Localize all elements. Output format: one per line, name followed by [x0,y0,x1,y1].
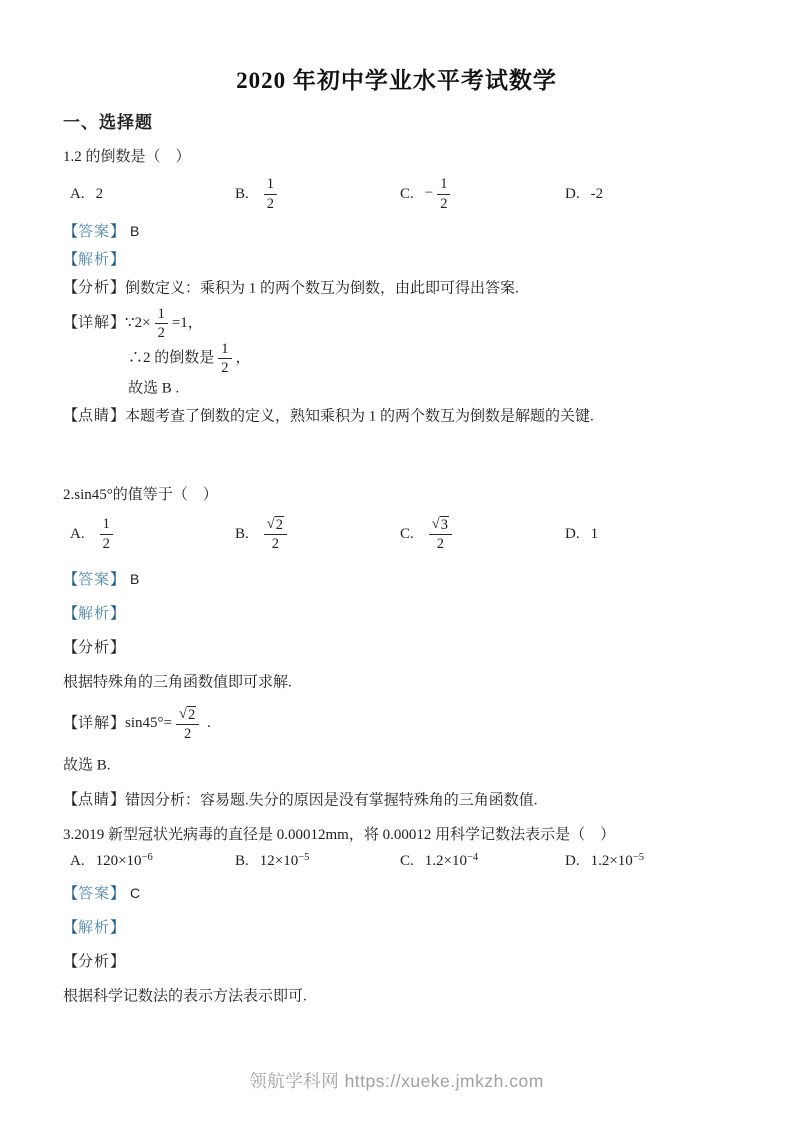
text-run: 1.2×10 [424,853,467,869]
text-run: 本题考查了倒数的定义，熟知乘积为 1 的两个数互为倒数是解题的关键. [125,408,594,425]
question-stem: 3.2019 新型冠状光病毒的直径是 0.00012mm，将 0.00012 用科学记数法表示是（ ） [63,827,616,843]
option-label: A. [70,185,85,202]
text-run: 根据特殊角的三角函数值即可求解. [63,674,292,691]
xiangjie-line [63,706,713,742]
line-content [63,758,111,774]
text-run: sin45°= [125,715,173,732]
fraction-denominator: 2 [221,360,229,377]
bracket-close: 】 [110,640,126,656]
daan-label [63,886,125,902]
fraction [264,176,277,211]
text-run: 120×10 [95,853,142,869]
dianjing-label [63,792,125,808]
radical-sign: √ [266,515,275,532]
bracket-open: 【 [63,640,79,656]
fenxi-label [63,280,125,296]
radicand: 3 [440,516,448,533]
option-label: B. [235,185,249,202]
answer-line [63,220,713,243]
xiangjie-label-text: 详解 [78,715,111,732]
explanation-line [63,754,713,777]
answer-value: B [130,571,140,587]
bracket-close: 】 [110,252,126,268]
fraction [218,341,231,376]
radical-sign: √ [179,705,187,722]
exponent: −5 [298,852,310,863]
option-c [400,516,565,552]
option-label: D. [565,185,580,202]
fraction-denominator: 2 [271,536,279,552]
section-heading: 一、选择题 [63,113,153,132]
xiangjie-line [63,306,713,341]
text-run: ∵2× [125,314,151,331]
text-run: ， [235,350,251,367]
fraction-denominator: 2 [102,535,110,552]
explanation-line [63,985,713,1008]
option-label: C. [400,852,414,869]
text-run: 根据科学记数法的表示方法表示即可. [63,988,307,1005]
jiexi-line [63,603,713,625]
option-a [70,516,235,551]
bracket-open: 【 [63,252,79,268]
text-run: 12×10 [259,853,299,869]
fraction-numerator [176,706,199,725]
bracket-close: 】 [110,408,126,425]
fraction [100,516,113,551]
explanation-line [63,671,713,694]
daan-label-text: 答案 [78,572,111,588]
jiexi-label [63,252,125,268]
answer-value: B [130,223,140,239]
option-d [565,526,598,543]
line-content [128,341,251,377]
radicand: 2 [275,516,283,533]
answer-line [63,882,713,905]
option-d [565,186,603,203]
text-run: 1.2×10 [590,853,633,869]
option-value [260,852,310,870]
fraction-denominator: 2 [266,195,275,212]
option-label: C. [400,185,414,202]
radicand: 2 [187,706,196,723]
xiangjie-label-text: 详解 [78,314,111,331]
fraction-denominator: 2 [184,725,192,742]
radical-sign: √ [431,515,440,532]
daan-label-text: 答案 [78,224,111,240]
text-run: =1， [171,314,203,331]
fraction-numerator: 1 [264,176,277,194]
question-block [63,146,713,428]
question-block [63,484,713,811]
option-value [425,176,455,211]
text-run: . [203,715,211,732]
question-stem: 2.sin45°的值等于（ ） [63,487,218,503]
bracket-close: 】 [110,224,126,240]
bracket-close: 】 [110,314,126,331]
bracket-open: 【 [63,920,79,936]
jiexi-label-text: 解析 [78,920,111,936]
line-content [125,409,594,425]
exponent: −4 [466,852,479,863]
exponent: −5 [632,852,644,863]
bracket-close: 】 [110,886,126,902]
bracket-close: 】 [110,280,126,296]
option-label: B. [235,852,249,869]
bracket-close: 】 [110,791,126,808]
question-stem: 1.2 的倒数是（ ） [63,149,191,165]
fraction-numerator: 1 [218,341,231,359]
bracket-close: 】 [110,606,126,622]
bracket-open: 【 [63,280,79,296]
fraction-denominator: 2 [157,324,165,341]
options-row [63,174,713,214]
fraction [264,516,287,552]
exponent: −6 [141,852,153,863]
option-d [565,852,644,870]
text-run: 错因分析：容易题.失分的原因是没有掌握特殊角的三角函数值. [125,792,538,809]
page-title: 2020 年初中学业水平考试数学 [236,68,557,93]
question-block [63,824,713,1008]
bracket-open: 【 [63,886,79,902]
bracket-open: 【 [63,224,79,240]
answer-value: C [130,885,141,901]
option-c [400,852,565,870]
math-line [128,341,713,376]
fraction-denominator: 2 [436,536,444,552]
bracket-close: 】 [110,920,126,936]
text-run: ∴2 的倒数是 [128,350,215,367]
option-label: D. [565,852,580,869]
fenxi-line [63,277,713,300]
fenxi-line [63,951,713,973]
option-label: C. [400,525,414,542]
fraction-numerator: 1 [100,516,113,534]
fraction [437,176,450,211]
text-run: -2 [590,185,604,202]
option-label: A. [70,525,85,542]
fraction [429,516,452,552]
fraction-denominator: 2 [440,195,448,212]
bracket-open: 【 [63,791,79,808]
bracket-close: 】 [110,954,126,970]
line-content [125,705,211,742]
option-value [425,852,478,870]
line-content [63,675,292,691]
fenxi-label [63,954,125,970]
option-b [235,516,400,552]
line-content [125,305,203,341]
bracket-close: 】 [110,715,126,732]
jiexi-label-text: 解析 [78,606,111,622]
jiexi-label [63,920,125,936]
fraction [155,306,168,341]
daan-label [63,224,125,240]
option-value [591,526,599,543]
bracket-open: 【 [63,606,79,622]
dianjing-line [63,405,713,428]
option-label: A. [70,852,85,869]
xiangjie-label [63,715,125,731]
option-value [96,852,153,870]
option-value [591,852,644,870]
text-run: 故选 B . [128,380,180,397]
jiexi-label [63,606,125,622]
dianjing-label-text: 点睛 [78,791,111,808]
bracket-open: 【 [63,715,79,732]
text-run: − [424,185,434,202]
fraction-numerator: 1 [437,176,450,194]
dianjing-label-text: 点睛 [78,408,111,425]
bracket-close: 】 [110,572,126,588]
bracket-open: 【 [63,954,79,970]
bracket-open: 【 [63,572,79,588]
option-a [70,186,235,203]
options-row [63,852,713,870]
fraction [176,706,199,742]
line-content [125,792,538,808]
fenxi-label [63,640,125,656]
daan-label-text: 答案 [78,886,111,902]
option-value [260,176,281,211]
fraction-numerator [429,516,452,535]
option-value [260,516,291,552]
jiexi-line [63,249,713,271]
fenxi-label-text: 分析 [78,280,111,296]
text-run: 倒数定义：乘积为 1 的两个数互为倒数，由此即可得出答案. [125,280,519,297]
xiangjie-label [63,315,125,331]
fenxi-label-text: 分析 [78,954,111,970]
dianjing-line [63,789,713,812]
option-a [70,852,235,870]
option-value [96,516,117,551]
option-label: B. [235,525,249,542]
bracket-open: 【 [63,408,79,425]
option-label: D. [565,525,580,542]
watermark-footer: 领航学科网 https://xueke.jmkzh.com [249,1071,544,1091]
option-value [591,186,604,203]
line-content [128,380,179,396]
jiexi-label-text: 解析 [78,252,111,268]
fraction-numerator: 1 [155,306,168,324]
text-run: 2 [95,185,104,202]
option-value [96,186,104,203]
dianjing-label [63,408,125,424]
option-b [235,852,400,870]
fenxi-label-text: 分析 [78,640,111,656]
math-line [128,377,713,400]
option-c [400,176,565,211]
option-b [235,176,400,211]
line-content [125,281,519,297]
bracket-open: 【 [63,314,79,331]
options-row [63,512,713,556]
text-run: 故选 B. [63,757,111,774]
answer-line [63,568,713,591]
line-content [63,989,307,1005]
jiexi-line [63,917,713,939]
daan-label [63,572,125,588]
fraction-numerator [264,516,287,535]
fenxi-line [63,637,713,659]
text-run: 1 [590,525,599,542]
option-value [425,516,456,552]
